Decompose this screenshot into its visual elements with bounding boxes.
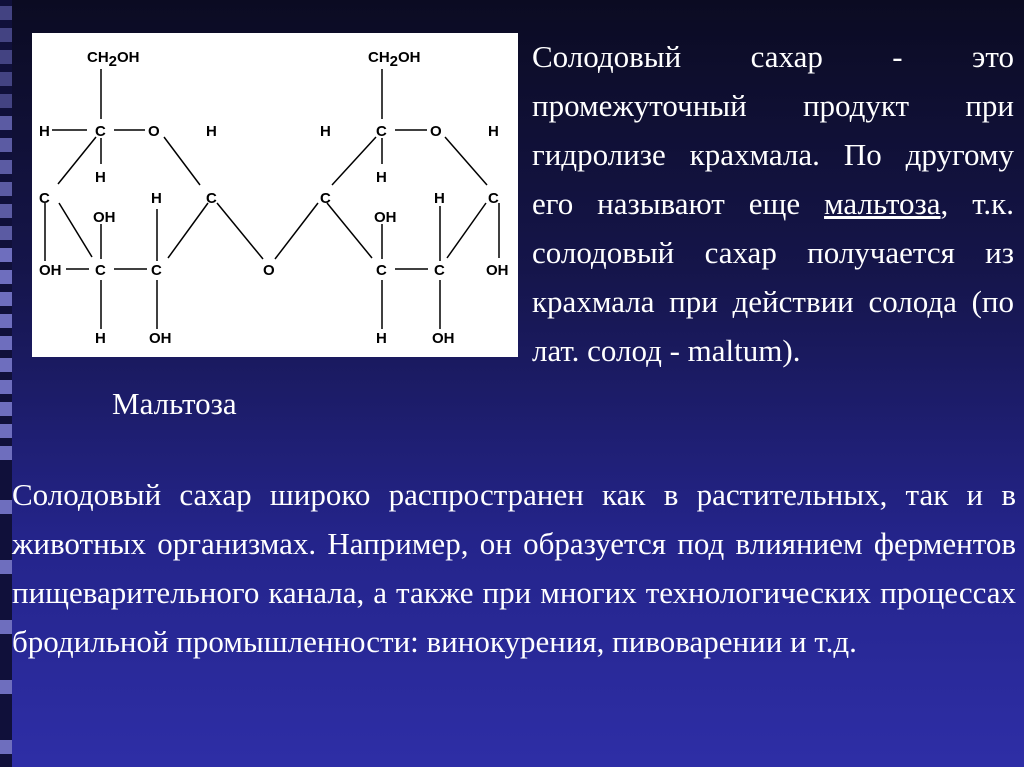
label-h: H [434,190,445,207]
decor-square [0,204,12,218]
label-oh: OH [486,262,509,279]
label-c: C [151,262,162,279]
decor-square [0,248,12,262]
decor-square [0,72,12,86]
label-c: C [376,262,387,279]
label-oh: OH [39,262,62,279]
label-oh: OH [432,330,455,347]
label-h: H [376,169,387,186]
maltose-structure-figure [32,33,518,357]
decor-square [0,424,12,438]
label-h: H [376,330,387,347]
decor-square [0,314,12,328]
decor-square [0,50,12,64]
decor-square [0,270,12,284]
label-c: C [434,262,445,279]
maltose-structure-diagram [32,33,518,357]
label-oh: OH [93,209,116,226]
label-o: O [430,123,442,140]
label-c: C [95,262,106,279]
figure-caption: Мальтоза [112,386,237,421]
label-h: H [320,123,331,140]
label-c: C [376,123,387,140]
decor-square [0,500,12,514]
label-c: C [206,190,217,207]
distribution-paragraph: Солодовый сахар широко распространен как в растительных, так и в животных организмах. Например, он образуется под влиянием ферментов пищеварительного канала, а также при многих технологических процессах бродильной промышленности: винокурения, пивоварении и т.д. [12,477,1016,659]
label-h: H [488,123,499,140]
label-o: O [148,123,160,140]
decor-square [0,358,12,372]
intro-paragraph [532,32,1014,375]
maltose-term: мальтоза [824,186,941,221]
decor-square [0,182,12,196]
label-c: C [488,190,499,207]
decor-square [0,116,12,130]
label-oh: OH [374,209,397,226]
label-h: H [206,123,217,140]
decor-square [0,138,12,152]
label-oh: OH [149,330,172,347]
decor-square [0,292,12,306]
label-ch2oh-left: CH2OH [87,49,140,70]
decor-square [0,680,12,694]
label-c: C [39,190,50,207]
decor-square [0,28,12,42]
chemical-bonds [45,69,499,329]
decor-square [0,402,12,416]
decor-square [0,446,12,460]
left-decor-strip [0,0,12,767]
label-h: H [39,123,50,140]
label-c: C [95,123,106,140]
label-h: H [151,190,162,207]
label-c: C [320,190,331,207]
label-h: H [95,169,106,186]
intro-text-part1: Солодовый сахар - это промежуточный продукт при гидролизе крахмала. По другому его называют еще [532,39,1014,221]
label-h: H [95,330,106,347]
decor-square [0,560,12,574]
decor-square [0,6,12,20]
decor-square [0,160,12,174]
decor-square [0,620,12,634]
decor-square [0,226,12,240]
intro-text-part2: , т.к. солодовый сахар получается из крахмала при действии солода (по лат. солод - maltum). [532,186,1014,368]
label-o-bridge: O [263,262,275,279]
decor-square [0,380,12,394]
decor-square [0,336,12,350]
label-ch2oh-right: CH2OH [368,49,421,70]
decor-square [0,740,12,754]
decor-square [0,94,12,108]
